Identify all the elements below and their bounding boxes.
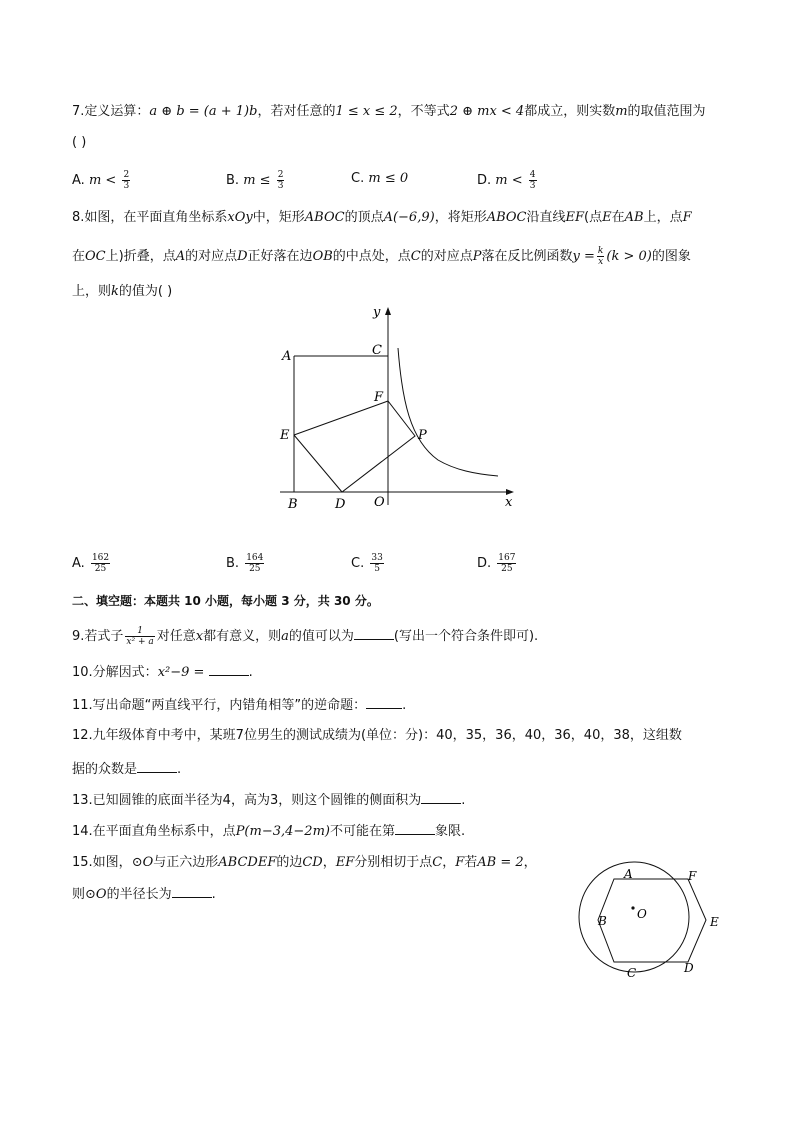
text: 的中点处，点 (332, 249, 411, 264)
math: CD (302, 855, 323, 870)
math: x²−9 = (157, 665, 205, 680)
point-D-label: D (335, 497, 346, 512)
text: 与正六边形 (153, 855, 219, 870)
text: 14.在平面直角坐标系中，点 (72, 824, 236, 839)
q7-m: m (615, 104, 628, 119)
numerator: 1 (125, 626, 154, 637)
hex-label-A: A (624, 867, 633, 881)
denominator: 25 (94, 564, 107, 574)
text: 10.分解因式： (72, 665, 158, 680)
numerator: 4 (529, 170, 536, 180)
numerator: 162 (91, 553, 110, 563)
text: ， (322, 855, 336, 870)
answer-blank[interactable] (137, 760, 177, 773)
text: 若 (464, 855, 478, 870)
text: 对任意 (156, 629, 196, 644)
point-F-label: F (374, 390, 384, 405)
denominator: 5 (374, 564, 380, 574)
q8-line1 (72, 209, 692, 227)
center-label-O: O (637, 907, 647, 921)
option-label: C. (351, 171, 365, 186)
text: 8.如图，在平面直角坐标系 (72, 210, 228, 225)
fraction (597, 246, 604, 267)
math: OC (85, 249, 106, 264)
q11 (72, 696, 406, 715)
q15-line1 (72, 854, 537, 872)
text: ， (442, 855, 456, 870)
q7-text-b: ，若对任意的 (257, 104, 336, 119)
section-heading: 二、填空题：本题共 10 小题，每小题 3 分，共 30 分。 (72, 594, 379, 608)
text: 沿直线 (526, 210, 566, 225)
text: 的值可以为 (288, 629, 354, 644)
denominator: x² + a (126, 637, 154, 647)
numerator: 33 (371, 553, 383, 563)
numerator: 2 (123, 170, 130, 180)
hex-label-E: E (710, 915, 719, 929)
math: ABOC (304, 210, 345, 225)
circle-symbol: ⊙ (131, 855, 143, 870)
math: A (175, 249, 186, 264)
option-expr: m < (88, 173, 117, 188)
q10 (72, 663, 253, 682)
q7-text-d: 都成立，则实数 (524, 104, 616, 119)
q8-option-d[interactable] (477, 553, 518, 574)
math: EF (335, 855, 355, 870)
text: 15.如图， (72, 855, 132, 870)
answer-blank[interactable] (366, 696, 402, 709)
q15-line2 (72, 885, 216, 904)
text: . (402, 698, 407, 713)
denominator: 3 (123, 181, 130, 191)
fraction (497, 553, 516, 574)
q12-line1: 12.九年级体育中考中，某班7位男生的测试成绩为(单位：分)：40，35，36，40，36，40，38，这组数 (72, 728, 682, 743)
text: 11.写出命题“两直线平行，内错角相等”的逆命题： (72, 698, 367, 713)
q7-option-a[interactable] (72, 170, 132, 191)
text: . (177, 762, 182, 777)
option-label: B. (226, 173, 240, 188)
text: 则 (72, 887, 86, 902)
q7-line1 (72, 103, 706, 121)
math: F (682, 210, 692, 225)
hex-label-D: D (684, 961, 694, 975)
x-axis-label: x (505, 495, 513, 510)
math: C (410, 249, 421, 264)
q8-line2 (72, 246, 691, 267)
math: xOy (227, 210, 253, 225)
text: 中，矩形 (252, 210, 305, 225)
denominator: 25 (501, 564, 513, 574)
text: 都有意义，则 (203, 629, 282, 644)
option-label: A. (72, 556, 85, 571)
q13 (72, 791, 465, 810)
math: O (95, 887, 107, 902)
q8-option-c[interactable] (351, 553, 386, 574)
text: 的对应点 (420, 249, 473, 264)
hex-label-C: C (627, 966, 637, 980)
point-C-label: C (372, 343, 382, 358)
math: E (602, 210, 612, 225)
q7-option-b[interactable] (226, 170, 286, 191)
math: y = (572, 249, 595, 264)
math: A(−6,9) (383, 210, 435, 225)
numerator: 2 (277, 170, 284, 180)
text: 的图象 (651, 249, 691, 264)
option-label: A. (72, 173, 85, 188)
math: (k > 0) (606, 249, 652, 264)
text: (点 (584, 210, 603, 225)
text: 不可能在第 (329, 824, 395, 839)
numerator: k (597, 246, 604, 256)
fraction (529, 170, 537, 191)
math: OB (312, 249, 333, 264)
q7-option-d[interactable] (477, 170, 539, 191)
option-expr: m < (495, 173, 523, 188)
q12-line2 (72, 760, 181, 779)
option-label: D. (477, 173, 492, 188)
answer-blank[interactable] (209, 663, 249, 676)
option-expr: m ≤ 0 (368, 171, 409, 186)
denominator: 25 (249, 564, 261, 574)
math: C (432, 855, 443, 870)
option-expr: m ≤ (243, 173, 271, 188)
q7-definition: a ⊕ b = (a + 1)b (149, 104, 258, 119)
text: 9.若式子 (72, 629, 124, 644)
text: 象限. (434, 824, 466, 839)
hex-label-F: F (688, 869, 697, 883)
text: 在 (611, 210, 625, 225)
point-E-label: E (280, 428, 290, 443)
circle-symbol: ⊙ (85, 887, 96, 902)
answer-blank[interactable] (421, 791, 461, 804)
fraction (125, 626, 154, 647)
point-A-label: A (282, 349, 292, 364)
text: 在 (72, 249, 86, 264)
fraction (91, 553, 110, 574)
math: ABCDEF (218, 855, 277, 870)
text: 上，点 (643, 210, 683, 225)
math: k (111, 284, 119, 299)
point-P-label: P (418, 428, 427, 443)
math: AB = 2 (477, 855, 524, 870)
text: 上)折叠，点 (105, 249, 176, 264)
math: ABOC (486, 210, 527, 225)
math: EF (565, 210, 585, 225)
q8-option-a[interactable] (72, 553, 112, 574)
text: 上，则 (72, 284, 112, 299)
denominator: 3 (529, 181, 536, 191)
answer-blank[interactable] (354, 627, 394, 640)
origin-O-label: O (374, 495, 385, 510)
math: F (455, 855, 465, 870)
q7-number: 7. (72, 104, 85, 119)
math: O (142, 855, 154, 870)
numerator: 167 (498, 553, 516, 563)
hex-label-B: B (598, 914, 607, 928)
q7-range: 1 ≤ x ≤ 2 (335, 104, 398, 119)
text: 据的众数是 (72, 762, 138, 777)
text: . (461, 793, 466, 808)
text: 正好落在边 (247, 249, 313, 264)
option-label: B. (226, 556, 240, 571)
q7-inequality: 2 ⊕ mx < 4 (449, 104, 525, 119)
q7-text-a: 定义运算： (84, 104, 150, 119)
text: 的半径长为 (106, 887, 172, 902)
math: P (472, 249, 482, 264)
text: . (248, 665, 253, 680)
math: x (195, 629, 204, 644)
denominator: 3 (277, 181, 284, 191)
q7-text-c: ，不等式 (397, 104, 450, 119)
y-axis-label: y (373, 305, 381, 320)
text: 的边 (276, 855, 303, 870)
q7-text-e: 的取值范围为 (627, 104, 706, 119)
text: (写出一个符合条件即可). (393, 629, 539, 644)
denominator: x (598, 257, 604, 267)
option-label: C. (351, 556, 365, 571)
point-B-label: B (288, 497, 298, 512)
math: AB (624, 210, 644, 225)
numerator: 164 (246, 553, 264, 563)
text: 的值为( ) (118, 284, 173, 299)
math: P(m−3,4−2m) (235, 824, 330, 839)
text: 的顶点 (344, 210, 384, 225)
text: 的对应点 (185, 249, 238, 264)
text: ， (523, 855, 537, 870)
answer-blank[interactable] (395, 822, 435, 835)
math: a (281, 629, 289, 644)
option-label: D. (477, 556, 492, 571)
q14 (72, 822, 465, 841)
fraction (245, 553, 264, 574)
fraction (370, 553, 383, 574)
text: 分别相切于点 (354, 855, 433, 870)
q8-line3 (72, 283, 172, 301)
q7-paren: ( ) (72, 135, 87, 150)
q7-option-c[interactable] (351, 170, 408, 188)
q9 (72, 626, 538, 647)
math: D (237, 249, 248, 264)
fraction (277, 170, 285, 191)
text: 13.已知圆锥的底面半径为4，高为3，则这个圆锥的侧面积为 (72, 793, 422, 808)
q8-figure (270, 300, 530, 520)
q8-option-b[interactable] (226, 553, 266, 574)
answer-blank[interactable] (172, 885, 212, 898)
fraction (122, 170, 130, 191)
text: . (211, 887, 216, 902)
text: 落在反比例函数 (481, 249, 573, 264)
text: ，将矩形 (434, 210, 487, 225)
q15-figure (570, 850, 730, 990)
